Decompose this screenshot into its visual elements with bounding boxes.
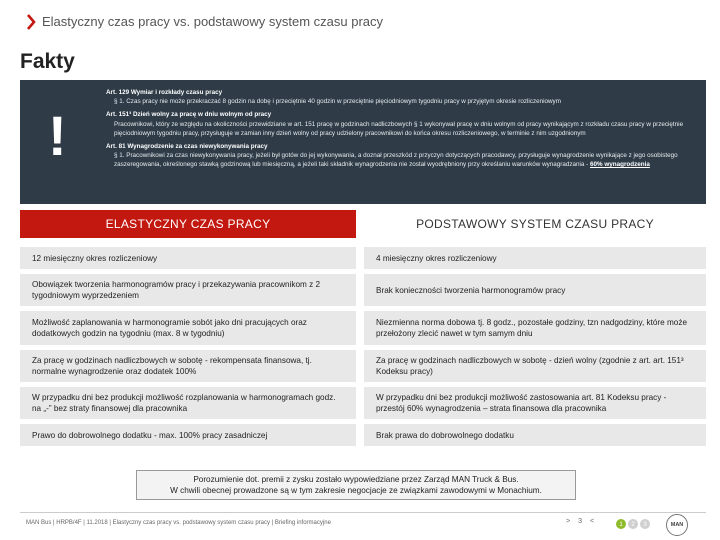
table-row — [20, 274, 706, 306]
table-row — [20, 247, 706, 269]
exclamation-icon: ! — [48, 104, 67, 167]
table-row — [20, 387, 706, 419]
facts-list — [106, 88, 696, 174]
section-indicator — [616, 519, 650, 529]
cell-flexible: Prawo do dobrowolnego dodatku - max. 100% pracy zasadniczej — [20, 424, 356, 446]
facts-box — [20, 80, 706, 204]
fact-art-129 — [106, 88, 696, 106]
section-dot-3[interactable]: 3 — [640, 519, 650, 529]
next-page-button[interactable]: > — [566, 518, 571, 525]
fact-heading: Art. 81 Wynagrodzenie za czas niewykonywania pracy — [106, 143, 268, 151]
footer-divider — [20, 512, 706, 513]
column-header-flexible: ELASTYCZNY CZAS PRACY — [20, 210, 356, 238]
cell-standard: Niezmienna norma dobowa tj. 8 godz., pozostałe godziny, tzn nadgodziny, które może przełożony zlecić nawet w tym samym dniu — [364, 311, 706, 345]
note-line: W chwili obecnej prowadzone są w tym zakresie negocjacje ze związkami zawodowymi w Monachium. — [170, 486, 542, 495]
section-dot-1[interactable]: 1 — [616, 519, 626, 529]
cell-flexible: Za pracę w godzinach nadliczbowych w sobotę - rekompensata finansowa, tj. normalne wynagrodzenie oraz dodatek 100% — [20, 350, 356, 382]
fact-art-81 — [106, 142, 696, 170]
column-header-standard: PODSTAWOWY SYSTEM CZASU PRACY — [416, 217, 654, 231]
fact-highlight: 60% wynagrodzenia — [590, 161, 650, 169]
fact-heading: Art. 129 Wymiar i rozkłady czasu pracy — [106, 89, 223, 96]
cell-flexible: Możliwość zaplanowania w harmonogramie sobót jako dni pracujących oraz dodatkowych godzin na tygodniu (max. 8 w tygodniu) — [20, 311, 356, 345]
note-box — [136, 470, 576, 500]
footer-text: MAN Bus | HRPB/4F | 11.2018 | Elastyczny czas pracy vs. podstawowy system czasu pracy | Briefing informacyjne — [26, 520, 331, 526]
chevron-right-icon — [26, 14, 36, 30]
pager — [566, 518, 594, 525]
table-row — [20, 311, 706, 345]
fact-body-text: § 1. Pracownikowi za czas niewykonywania pracy, jeżeli był gotów do jej wykonywania, a doznał przeszkód z przyczyn dotyczących pracodawcy, przysługuje wynagrodzenie wynikające z jego osobistego zaszeregowania, określonego stawką godzinową lub miesięczną, a jeżeli taki składnik wynagrodzenia nie został wyodrębniony przy określaniu warunków wynagradzania - — [114, 152, 678, 169]
cell-standard: 4 miesięczny okres rozliczeniowy — [364, 247, 706, 269]
section-heading: Fakty — [20, 50, 75, 73]
fact-heading: Art. 151³ Dzień wolny za pracę w dniu wolnym od pracy — [106, 111, 272, 119]
cell-standard: Brak konieczności tworzenia harmonogramów pracy — [364, 274, 706, 306]
table-row — [20, 424, 706, 446]
fact-body — [106, 151, 696, 169]
prev-page-button[interactable]: < — [590, 518, 595, 525]
section-dot-2[interactable]: 2 — [628, 519, 638, 529]
note-line: Porozumienie dot. premii z zysku zostało wypowiedziane przez Zarząd MAN Truck & Bus. — [193, 475, 519, 484]
cell-flexible: Obowiązek tworzenia harmonogramów pracy i przekazywania pracownikom z 2 tygodniowym wyprzedzeniem — [20, 274, 356, 306]
slide-title: Elastyczny czas pracy vs. podstawowy system czasu pracy — [42, 14, 384, 29]
page-number: 3 — [578, 518, 582, 525]
cell-flexible: W przypadku dni bez produkcji możliwość rozplanowania w harmonogramach godz. na „-” bez straty finansowej dla pracownika — [20, 387, 356, 419]
table-row — [20, 350, 706, 382]
man-logo: MAN — [666, 514, 688, 536]
cell-flexible: 12 miesięczny okres rozliczeniowy — [20, 247, 356, 269]
top-bar — [0, 0, 720, 46]
cell-standard: Za pracę w godzinach nadliczbowych w sobotę - dzień wolny (zgodnie z art. art. 151³ Kodeksu pracy) — [364, 350, 706, 382]
fact-body: Pracownikowi, który ze względu na okoliczności przewidziane w art. 151 pracę w godzinach nadliczbowych § 1 wykonywał pracę w dniu wolnym od pracy wynikającym z rozkładu czasu pracy w przeciętnie pięciodniowym tygodniu pracy, przysługuje w zamian inny dzień wolny od pracy udzielony pracownikowi do końca okresu rozliczeniowego, w terminie z nim uzgodnionym — [114, 120, 684, 137]
comparison-table — [20, 247, 706, 451]
fact-body: § 1. Czas pracy nie może przekraczać 8 godzin na dobę i przeciętnie 40 godzin w przeciętnie pięciodniowym tygodniu pracy w przyjętym okresie rozliczeniowym — [114, 98, 561, 106]
cell-standard: Brak prawa do dobrowolnego dodatku — [364, 424, 706, 446]
cell-standard: W przypadku dni bez produkcji możliwość zastosowania art. 81 Kodeksu pracy - przestój 60% wynagrodzenia – strata finansowa dla pracownika — [364, 387, 706, 419]
fact-art-151 — [106, 110, 696, 138]
